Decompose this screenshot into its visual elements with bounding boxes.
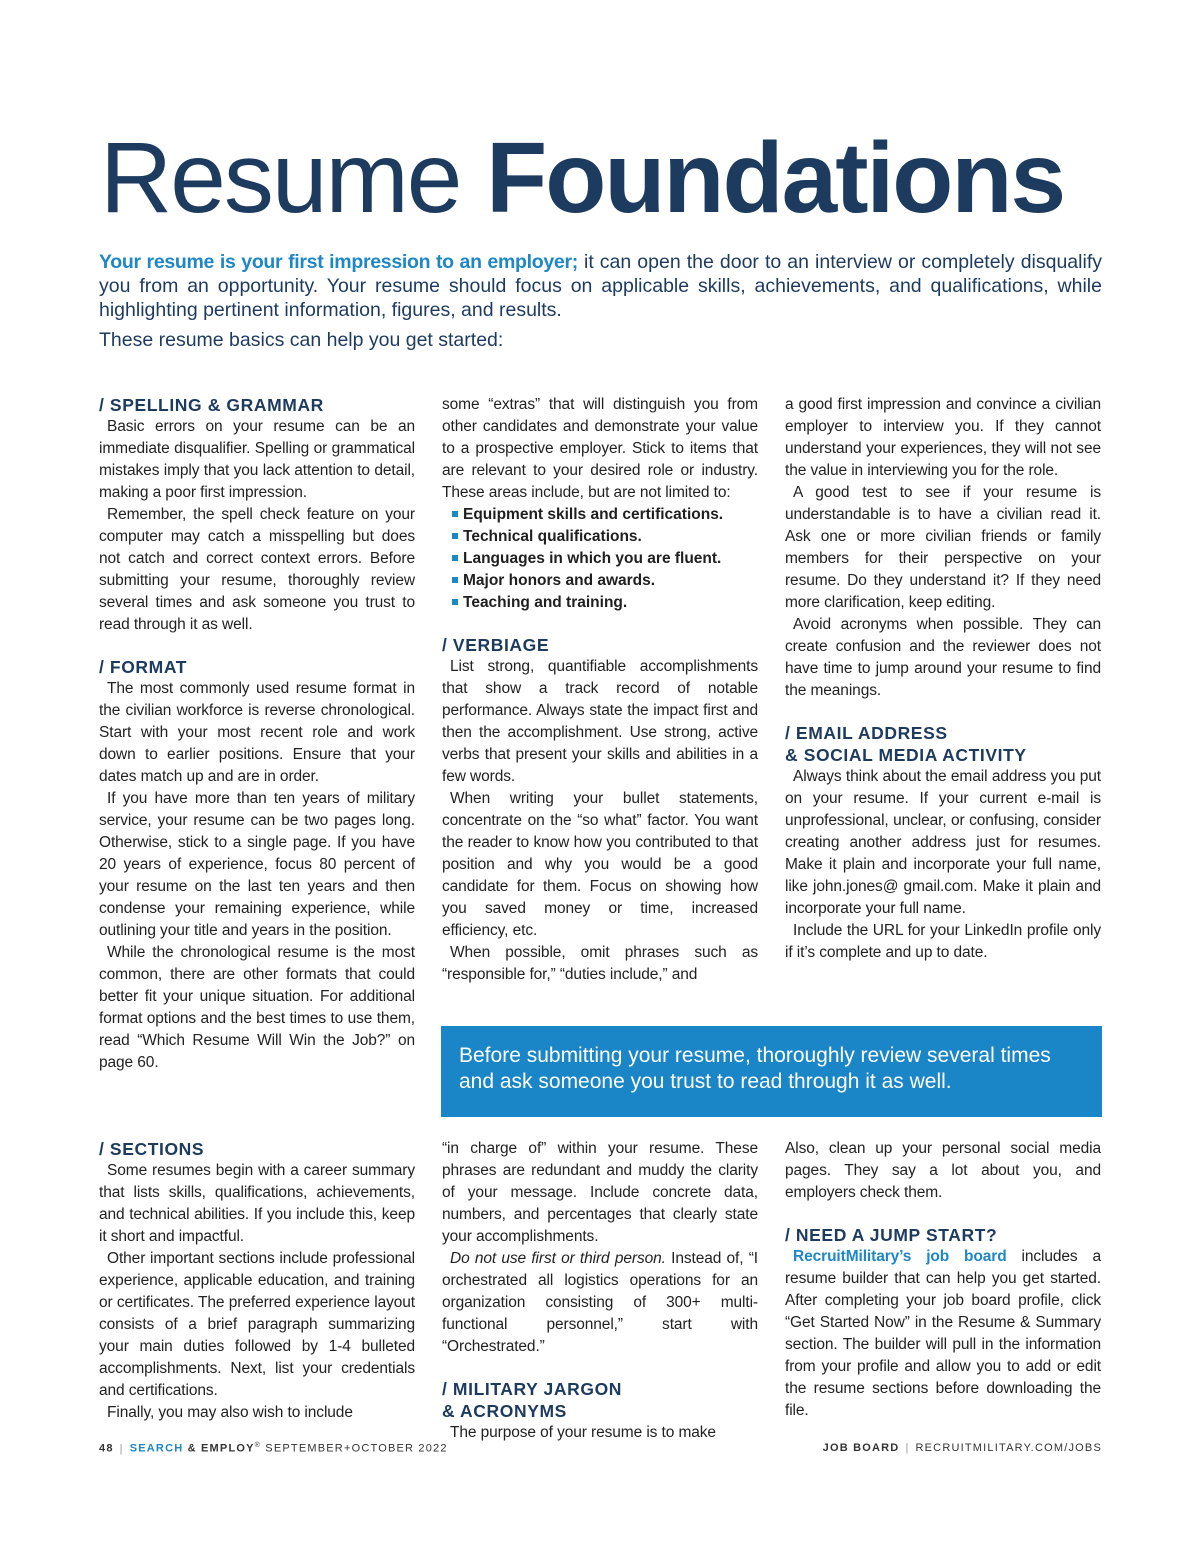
square-bullet-icon: [452, 533, 458, 539]
footer-section-label: JOB BOARD: [822, 1442, 900, 1454]
heading-acronyms: & ACRONYMS: [442, 1401, 567, 1421]
page-number: 48: [99, 1442, 114, 1455]
page-title: [100, 118, 1064, 238]
issue-date: SEPTEMBER+OCTOBER 2022: [265, 1442, 448, 1455]
verbiage-paragraph-2: When writing your bullet statements, concentrate on the “so what” factor. You want the reader to know how you contributed to that position and why you would be a good candidate for them. Focus on showing how you saved money or time, increased efficiency, etc.: [442, 790, 758, 939]
title-light: Resume: [100, 122, 461, 234]
heading-social-media: & SOCIAL MEDIA ACTIVITY: [785, 745, 1027, 765]
column-1-bottom: [99, 1138, 415, 1424]
bullet-item: Teaching and training.: [442, 592, 758, 614]
jargon-continued-paragraph-3: Avoid acronyms when possible. They can create confusion and the reviewer does not have time to jump around your resume to find the meanings.: [785, 616, 1101, 699]
jargon-continued-paragraph-2: A good test to see if your resume is understandable is to have a civilian read it. Ask one or more civilian friends or family members for their perspective on your resume. Do they understand it? If they need more clarification, keep editing.: [785, 484, 1101, 611]
heading-jump-start: / NEED A JUMP START?: [785, 1225, 998, 1245]
job-board-link[interactable]: RecruitMilitary’s job board: [793, 1248, 1007, 1265]
column-2-bottom: [442, 1138, 758, 1444]
heading-email-address: / EMAIL ADDRESS: [785, 723, 948, 743]
format-paragraph-2: If you have more than ten years of military service, your resume can be two pages long. Otherwise, stick to a single page. If you have 20 years of experience, focus 80 percent of your resume on the last ten years and then condense your remaining experience, while outlining your title and years in the position.: [99, 790, 415, 939]
intro-basics: These resume basics can help you get started:: [99, 329, 504, 351]
heading-verbiage: / VERBIAGE: [442, 635, 550, 655]
intro-lead: Your resume is your first impression to an employer;: [99, 251, 578, 273]
footer-url[interactable]: RECRUITMILITARY.COM/JOBS: [915, 1442, 1102, 1454]
heading-format: / FORMAT: [99, 657, 188, 677]
pull-quote-callout: Before submitting your resume, thoroughly review several times and ask someone you trust to read through it as well.: [441, 1026, 1102, 1117]
bullet-item: Technical qualifications.: [442, 526, 758, 548]
bullet-item: Equipment skills and certifications.: [442, 504, 758, 526]
person-italic: Do not use first or third person.: [450, 1250, 666, 1267]
sections-paragraph-2: Other important sections include professional experience, applicable education, and training or certificates. The preferred experience layout consists of a brief paragraph summarizing your main duties followed by 1-4 bulleted accomplishments. Next, list your credentials and certifications.: [99, 1250, 415, 1399]
verbiage-paragraph-3: When possible, omit phrases such as “responsible for,” “duties include,” and: [442, 944, 758, 983]
title-bold: Foundations: [486, 122, 1065, 234]
square-bullet-icon: [452, 599, 458, 605]
bullet-item: Languages in which you are fluent.: [442, 548, 758, 570]
intro-paragraph: [99, 250, 1102, 322]
person-paragraph: Do not use first or third person. Instead of, “I orchestrated all logistics operations for an organization consisting of 300+ multi-functional personnel,” start with “Orchestrated.”: [442, 1250, 759, 1355]
publication-employ: & EMPLOY: [183, 1442, 255, 1455]
sections-paragraph-1: Some resumes begin with a career summary that lists skills, qualifications, achievements, and technical abilities. If you include this, keep it short and impactful.: [99, 1162, 415, 1245]
email-paragraph-2: Include the URL for your LinkedIn profile only if it’s complete and up to date.: [785, 922, 1101, 961]
email-paragraph-1: Always think about the email address you put on your resume. If your current e-mail is unprofessional, unclear, or confusing, consider creating another address just for resumes. Make it plain and incorporate your full name, like john.jones@ gmail.com. Make it plain and incorporate your full name.: [785, 768, 1101, 917]
jump-start-paragraph: RecruitMilitary’s job board includes a resume builder that can help you get started. After completing your job board profile, click “Get Started Now” in the Resume & Summary section. The builder will pull in the information from your profile and allow you to add or edit the resume sections before downloading the file.: [785, 1248, 1101, 1419]
registered-mark: ®: [254, 1442, 262, 1449]
column-3-top: [785, 394, 1101, 964]
heading-military-jargon: / MILITARY JARGON: [442, 1379, 623, 1399]
jargon-continued-paragraph-1: a good first impression and convince a civilian employer to interview you. If they cannot understand your experiences, they will not see the value in interviewing you for the role.: [785, 396, 1101, 479]
square-bullet-icon: [452, 511, 458, 517]
square-bullet-icon: [452, 555, 458, 561]
footer-right: JOB BOARD | RECRUITMILITARY.COM/JOBS: [822, 1442, 1102, 1454]
intro-text: it can open the door to an interview or completely disqualify you from an opportunity. Your resume should focus on applicable skills, achievements, and qualifications, while highlighting pertinent information, figures, and results.: [99, 251, 1102, 321]
sections-paragraph-3: Finally, you may also wish to include: [107, 1404, 353, 1421]
column-3-bottom: [785, 1138, 1101, 1422]
verbiage-paragraph-1: List strong, quantifiable accomplishments that show a track record of notable performance. Always state the impact first and then the accomplishment. Use strong, active verbs that present your skills and abilities in a few words.: [442, 658, 758, 785]
publication-search: SEARCH: [129, 1442, 184, 1455]
extras-bullet-list: [442, 504, 758, 614]
format-paragraph-1: The most commonly used resume format in the civilian workforce is reverse chronological. Start with your most recent role and work down to earlier positions. Ensure that your dates match up and are in order.: [99, 680, 415, 785]
jargon-paragraph: The purpose of your resume is to make: [450, 1424, 716, 1441]
spelling-paragraph-2: Remember, the spell check feature on your computer may catch a misspelling but does not catch and correct context errors. Before submitting your resume, thoroughly review several times and ask someone you trust to read through it as well.: [99, 506, 415, 633]
verbiage-continued-paragraph: “in charge of” within your resume. These phrases are redundant and muddy the clarity of your message. Include concrete data, numbers, and percentages that clearly state your accomplishments.: [442, 1140, 758, 1245]
spelling-paragraph-1: Basic errors on your resume can be an immediate disqualifier. Spelling or grammatical mistakes imply that you lack attention to detail, making a poor first impression.: [99, 418, 415, 501]
heading-spelling-grammar: / SPELLING & GRAMMAR: [99, 395, 324, 415]
square-bullet-icon: [452, 577, 458, 583]
heading-sections: / SECTIONS: [99, 1139, 205, 1159]
footer-left: 48 | SEARCH & EMPLOY® SEPTEMBER+OCTOBER 2022: [99, 1442, 448, 1455]
extras-paragraph: some “extras” that will distinguish you from other candidates and demonstrate your value to a prospective employer. Stick to items that are relevant to your desired role or industry. These areas include, but are not limited to:: [442, 396, 758, 501]
column-1-top: [99, 394, 415, 1074]
bullet-item: Major honors and awards.: [442, 570, 758, 592]
column-2-top: [442, 394, 758, 986]
format-paragraph-3: While the chronological resume is the most common, there are other formats that could better fit your unique situation. For additional format options and the best times to use them, read “Which Resume Will Win the Job?” on page 60.: [99, 944, 415, 1071]
social-media-paragraph: Also, clean up your personal social media pages. They say a lot about you, and employers check them.: [785, 1140, 1101, 1201]
